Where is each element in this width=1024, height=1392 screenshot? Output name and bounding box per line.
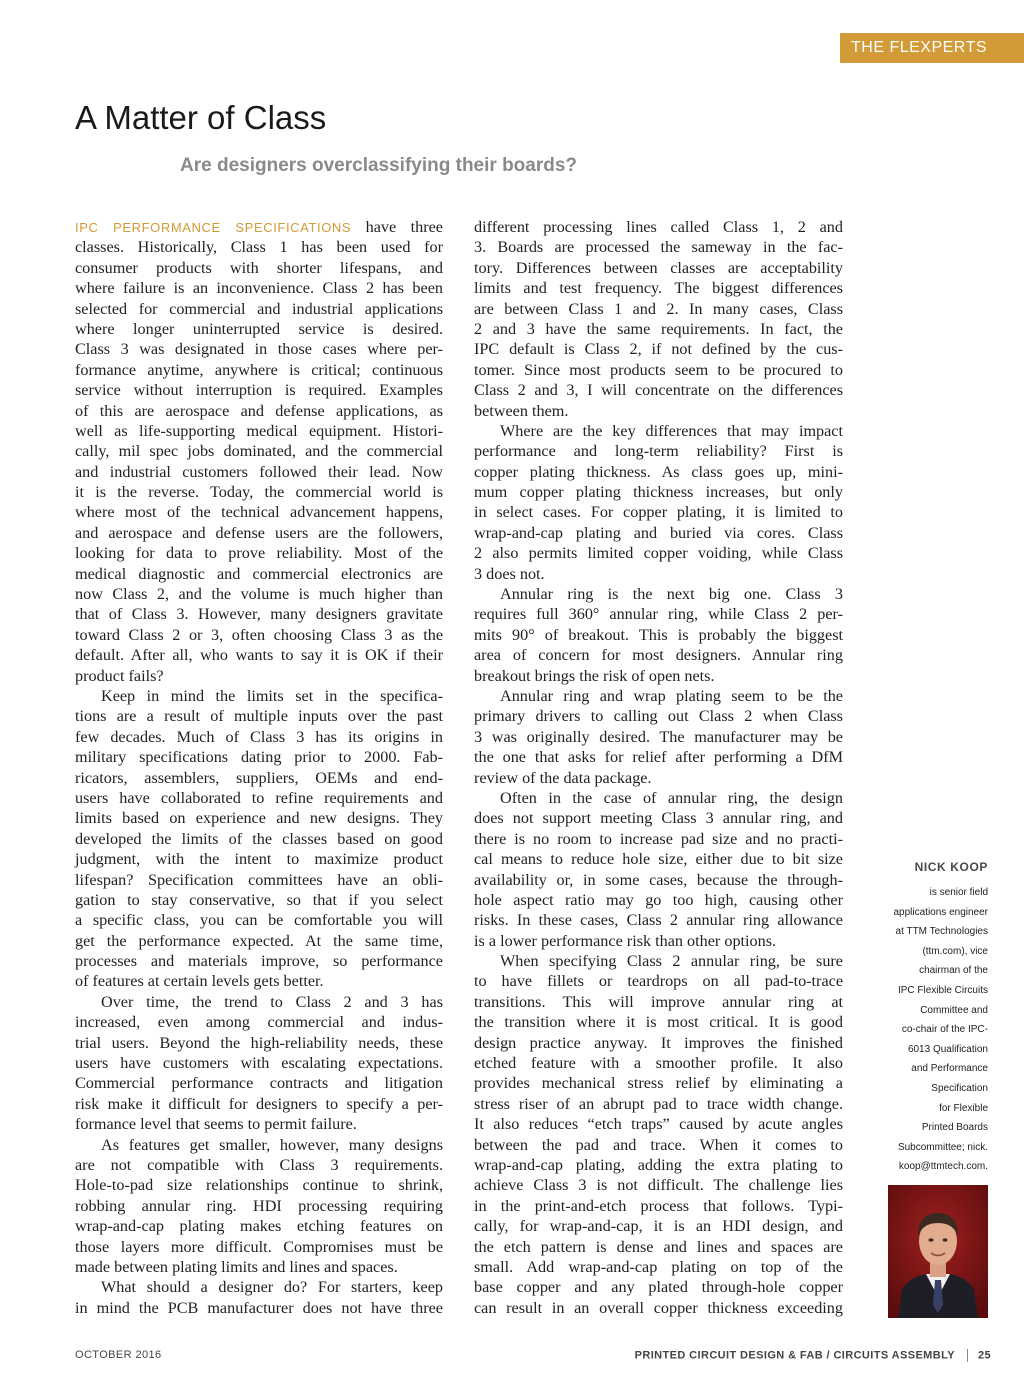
body-line: Annular ring and wrap plating seem to be the bbox=[500, 686, 843, 705]
body-line: where most of the technical advancement happens, bbox=[75, 503, 443, 522]
body-line: does not support meeting Class 3 annular ring, and bbox=[474, 809, 843, 828]
body-line: service without interruption is required. Examples bbox=[75, 381, 443, 400]
body-line: those layers more difficult. Compromises must be bbox=[75, 1237, 443, 1256]
body-line: of this are aerospace and defense applications, as bbox=[75, 401, 443, 420]
body-line: default. After all, who wants to say it is OK if their bbox=[75, 646, 443, 665]
body-line: the transition where it is most critical. It is good bbox=[474, 1013, 843, 1032]
body-line: performance and long-term reliability? First is bbox=[474, 442, 843, 461]
body-line: cally, for wrap-and-cap, it is an HDI design, and bbox=[474, 1217, 843, 1236]
body-line: Over time, the trend to Class 2 and 3 has bbox=[101, 992, 443, 1011]
bio-line: applications engineer bbox=[893, 906, 988, 918]
body-line: Class 2 and 3, I will concentrate on the differences bbox=[474, 381, 843, 400]
page-number: 25 bbox=[977, 1349, 991, 1362]
bio-line: for Flexible bbox=[939, 1102, 988, 1114]
body-line: limits based on experience and new designs. They bbox=[75, 809, 443, 828]
bio-line: is senior field bbox=[929, 887, 988, 898]
body-line: wrap-and-cap plating and buried via cores. Class bbox=[474, 523, 843, 542]
body-line: Often in the case of annular ring, the design bbox=[500, 788, 843, 807]
body-line: cal means to reduce hole size, either due to bit size bbox=[474, 850, 843, 869]
section-label: THE FLEXPERTS bbox=[851, 39, 988, 56]
article-column-1 bbox=[75, 217, 443, 1318]
body-line: there is no room to increase pad size and no practi- bbox=[474, 829, 843, 848]
article-subtitle: Are designers overclassifying their boards? bbox=[180, 155, 578, 176]
body-line: selected for commercial and industrial applications bbox=[75, 299, 443, 318]
body-line: where longer uninterrupted service is desired. bbox=[75, 319, 443, 338]
body-line: toward Class 2 or 3, often choosing Class 3 as the bbox=[75, 625, 443, 644]
author-name: NICK KOOP bbox=[914, 860, 988, 874]
body-line: wrap-and-cap plating makes etching features on bbox=[75, 1217, 443, 1236]
body-line: Where are the key differences that may impact bbox=[500, 421, 843, 440]
body-line: the one that asks for relief after performing a DfM bbox=[474, 748, 843, 767]
author-bio bbox=[882, 860, 988, 1177]
section-banner bbox=[840, 33, 1024, 63]
bio-line: 6013 Qualification bbox=[907, 1043, 988, 1055]
body-line: lifespan? Specification committees have an obli- bbox=[75, 870, 443, 889]
article-column-2 bbox=[474, 217, 843, 1318]
body-line: Hole-to-pad size relationships continue to shrink, bbox=[75, 1176, 443, 1195]
body-line: in the print-and-etch process that follows. Typi- bbox=[474, 1196, 843, 1215]
bio-line: chairman of the bbox=[919, 965, 988, 977]
body-line: achieve Class 3 is not difficult. The challenge lies bbox=[474, 1176, 843, 1195]
body-line: in mind the PCB manufacturer does not have three bbox=[75, 1298, 443, 1317]
body-line: few decades. Much of Class 3 has its origins in bbox=[75, 727, 443, 746]
body-line: cally, mil spec jobs dominated, and the commercial bbox=[75, 442, 443, 461]
body-line: medical diagnostic and commercial electronics are bbox=[75, 564, 443, 583]
body-line: formance level that seems to permit failure. bbox=[75, 1115, 357, 1134]
body-line: review of the data package. bbox=[474, 768, 652, 787]
body-line: in select cases. For copper plating, it is limited to bbox=[474, 503, 843, 522]
publication-name: PRINTED CIRCUIT DESIGN & FAB / CIRCUITS ASSEMBLY bbox=[634, 1349, 955, 1362]
body-line: classes. Historically, Class 1 has been used for bbox=[75, 238, 443, 257]
footer-date: OCTOBER 2016 bbox=[75, 1349, 162, 1361]
body-line: hole aspect ratio may go too high, causing other bbox=[474, 890, 843, 909]
footer-publication bbox=[635, 1349, 991, 1362]
body-line: made between plating limits and lines and spaces. bbox=[75, 1257, 398, 1276]
bio-line: koop@ttmtech.com. bbox=[898, 1161, 988, 1173]
body-line: looking for data to prove reliability. Most of the bbox=[75, 544, 443, 563]
body-line: between them. bbox=[474, 401, 569, 420]
bio-line: at TTM Technologies bbox=[895, 926, 988, 938]
body-line: developed the limits of the classes based on good bbox=[75, 829, 443, 848]
body-line: and industrial customers followed their lead. Now bbox=[75, 462, 443, 481]
body-line: users have collaborated to refine requirements and bbox=[75, 788, 443, 807]
body-line: robbing annular ring. HDI processing requiring bbox=[75, 1196, 443, 1215]
body-line: it is the reverse. Today, the commercial world is bbox=[75, 483, 443, 502]
body-line: base copper and any plated through-hole copper bbox=[474, 1278, 843, 1297]
body-line: As features get smaller, however, many designs bbox=[101, 1135, 443, 1154]
body-line: Keep in mind the limits set in the specifica- bbox=[101, 686, 443, 705]
body-line: transitions. This will improve annular ring at bbox=[474, 992, 843, 1011]
body-line: military specifications dating prior to 2000. Fab- bbox=[75, 748, 443, 767]
body-line: What should a designer do? For starters, keep bbox=[101, 1278, 443, 1297]
bio-line: Subcommittee; nick. bbox=[897, 1141, 988, 1153]
body-line: processes and materials improve, so performance bbox=[75, 952, 443, 971]
body-line: mits 90° of breakout. This is probably the biggest bbox=[474, 625, 843, 644]
body-line: well as life-supporting medical equipment. Histori- bbox=[75, 421, 443, 440]
bio-line: and Performance bbox=[911, 1063, 988, 1075]
body-line: limits and test frequency. The biggest differences bbox=[474, 279, 843, 298]
body-line: requires full 360° annular ring, while Class 2 per- bbox=[474, 605, 843, 624]
body-line: provides mechanical stress relief by eliminating a bbox=[474, 1074, 843, 1093]
body-line: Class 3 was designated in those cases where per- bbox=[75, 340, 443, 359]
bio-line: (ttm.com), vice bbox=[922, 945, 988, 957]
body-line: different processing lines called Class 1, 2 and bbox=[474, 218, 843, 236]
body-line: 3 was originally desired. The manufacturer may be bbox=[474, 727, 843, 746]
body-line: mum copper plating thickness increases, but only bbox=[474, 483, 843, 502]
body-line: formance anytime, anywhere is critical; continuous bbox=[75, 360, 443, 379]
body-line: is a lower performance risk than other options. bbox=[474, 931, 777, 950]
body-line: 3. Boards are processed the sameway in the fac- bbox=[474, 238, 843, 257]
body-line: It also reduces “etch traps” caused by acute angles bbox=[474, 1115, 843, 1134]
body-line: small. Add wrap-and-cap plating on top of the bbox=[474, 1257, 843, 1276]
bio-line: Printed Boards bbox=[921, 1122, 988, 1134]
body-line: between the pad and trace. When it comes to bbox=[474, 1135, 843, 1154]
body-line: are between Class 1 and 2. In many cases, Class bbox=[474, 299, 843, 318]
body-line: 2 and 3 have the same requirements. In fact, the bbox=[474, 319, 843, 338]
body-line: gation to stay conservative, so that if you select bbox=[75, 890, 443, 909]
body-line: the etch pattern is dense and lines and spaces are bbox=[474, 1237, 843, 1256]
body-line: wrap-and-cap plating, adding the extra plating to bbox=[474, 1155, 843, 1174]
body-line: Commercial performance contracts and litigation bbox=[75, 1074, 443, 1093]
body-line: copper plating thickness. As class goes up, mini- bbox=[474, 462, 843, 481]
lead-in: IPC PERFORMANCE SPECIFICATIONS bbox=[75, 220, 352, 235]
body-line: product fails? bbox=[75, 666, 164, 685]
body-line: increased, even among commercial and indus- bbox=[75, 1013, 443, 1032]
body-line: risk make it difficult for designers to specify a per- bbox=[75, 1094, 443, 1113]
body-line: are not compatible with Class 3 requirements. bbox=[75, 1155, 443, 1174]
body-line: primary drivers to calling out Class 2 when Class bbox=[474, 707, 843, 726]
body-line: get the performance expected. At the same time, bbox=[75, 931, 443, 950]
body-line: availability or, in some cases, because the through- bbox=[474, 870, 843, 889]
body-line: stress riser of an abrupt pad to trace width change. bbox=[474, 1094, 843, 1113]
body-line: design practice anyway. It improves the finished bbox=[474, 1033, 843, 1052]
body-line: a specific class, you can be comfortable you will bbox=[75, 911, 443, 930]
body-line: now Class 2, and the volume is much higher than bbox=[75, 585, 443, 604]
body-line: where failure is an inconvenience. Class 2 has been bbox=[75, 279, 443, 298]
body-line: area of concern for most designers. Annular ring bbox=[474, 646, 843, 665]
bio-line: Committee and bbox=[920, 1004, 988, 1016]
bio-line: IPC Flexible Circuits bbox=[897, 984, 988, 996]
author-photo bbox=[888, 1185, 988, 1318]
body-line: IPC PERFORMANCE SPECIFICATIONS have three bbox=[75, 218, 443, 236]
author-portrait-illustration bbox=[888, 1185, 988, 1318]
body-line: 2 also permits limited copper voiding, while Class bbox=[474, 544, 843, 563]
body-line: to have fillets or teardrops on all pad-to-trace bbox=[474, 972, 843, 991]
body-line: trial users. Beyond the high-reliability needs, these bbox=[75, 1033, 443, 1052]
body-line: consumer products with shorter lifespans, and bbox=[75, 258, 443, 277]
article-title: A Matter of Class bbox=[75, 99, 327, 136]
body-line: 3 does not. bbox=[474, 564, 545, 583]
body-line: etched feature with a smoother profile. It also bbox=[474, 1054, 843, 1073]
body-line: that of Class 3. However, many designers gravitate bbox=[75, 605, 443, 624]
body-line: judgment, with the intent to maximize product bbox=[75, 850, 443, 869]
body-line: risks. In these cases, Class 2 annular ring allowance bbox=[474, 911, 843, 930]
body-line: IPC default is Class 2, if not defined by the cus- bbox=[474, 340, 843, 359]
body-line: breakout brings the risk of open nets. bbox=[474, 666, 715, 685]
body-line: When specifying Class 2 annular ring, be sure bbox=[500, 952, 843, 971]
body-line: tions are a result of multiple inputs over the past bbox=[75, 707, 443, 726]
body-line: ricators, assemblers, suppliers, OEMs and end- bbox=[75, 768, 443, 787]
footer-divider bbox=[967, 1349, 968, 1362]
body-line: tory. Differences between classes are acceptability bbox=[474, 258, 843, 277]
body-line: users have customers with escalating expectations. bbox=[75, 1054, 443, 1073]
bio-line: co-chair of the IPC- bbox=[901, 1024, 988, 1036]
body-line: can result in an overall copper thickness exceeding bbox=[474, 1298, 843, 1317]
body-line: of features at certain levels gets better. bbox=[75, 972, 324, 991]
body-line: tomer. Since most products seem to be procured to bbox=[474, 360, 843, 379]
bio-line: Specification bbox=[931, 1082, 988, 1094]
body-line: Annular ring is the next big one. Class 3 bbox=[500, 585, 843, 604]
body-line: and aerospace and defense users are the followers, bbox=[75, 523, 443, 542]
